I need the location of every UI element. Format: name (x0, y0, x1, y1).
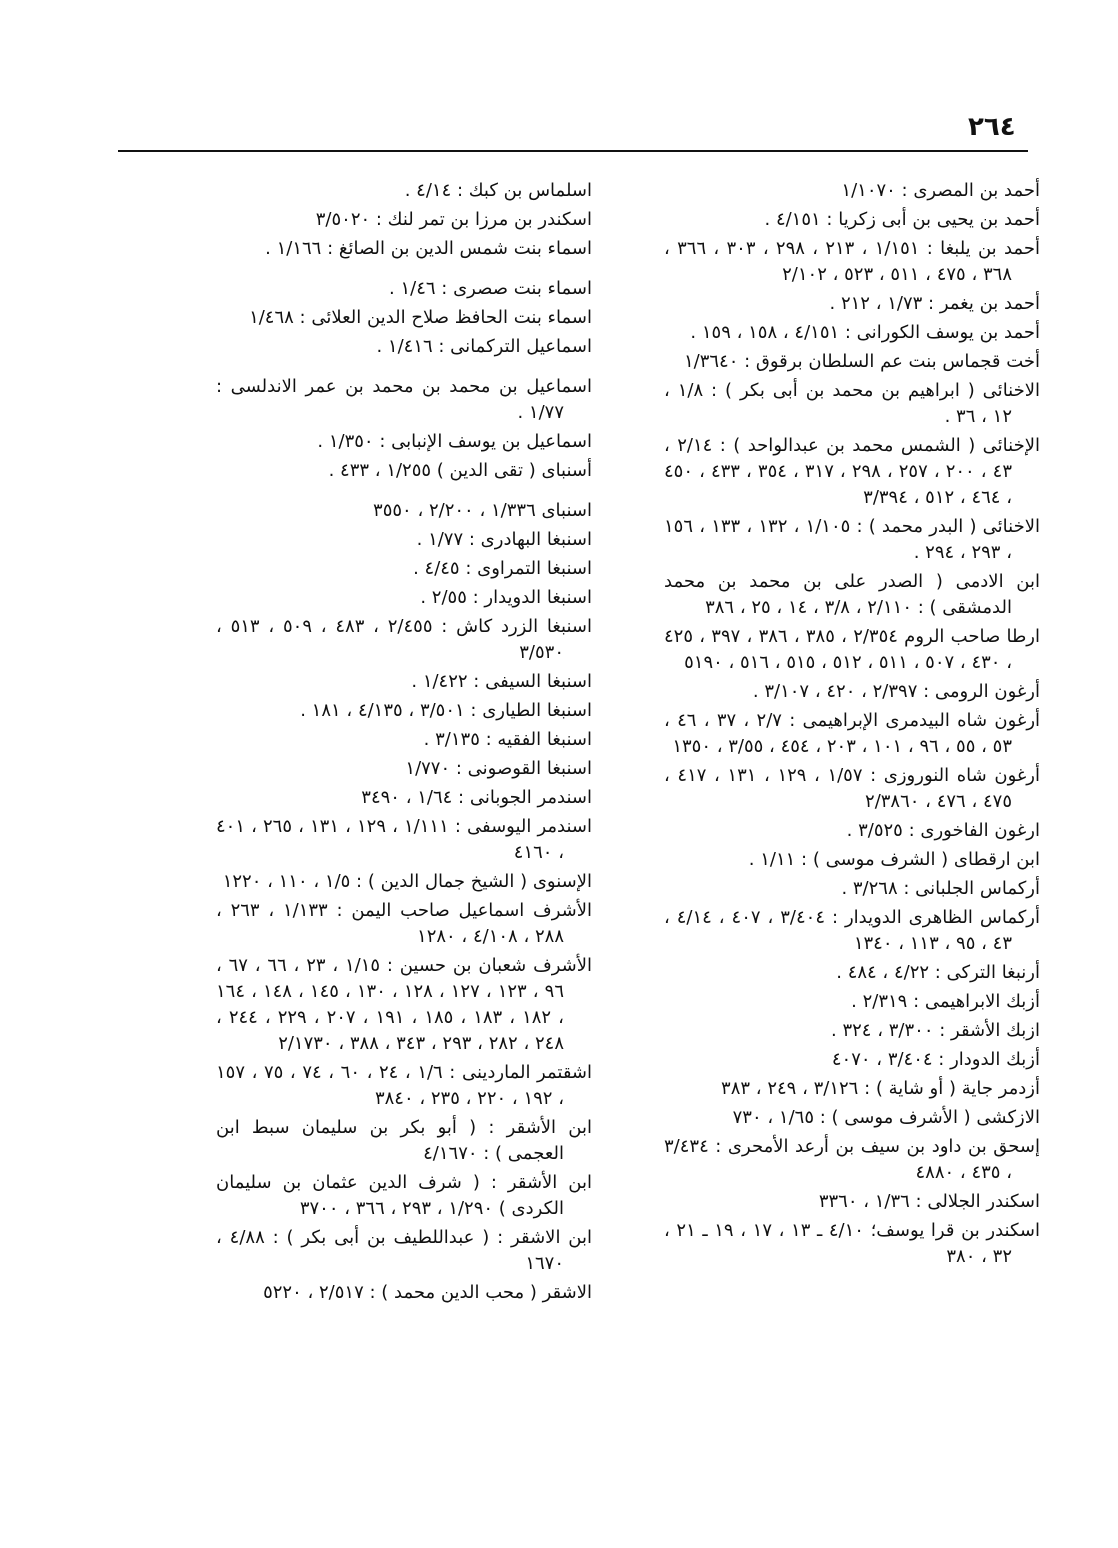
index-entry: أزبك الدودار : ٣/٤٠٤ ، ٤٠٧٠ (831, 1049, 1040, 1070)
index-entry: الازكشى ( الأشرف موسى ) : ١/٦٥ ، ٧٣٠ (732, 1107, 1040, 1128)
index-entry: اسندمر الجوبانى : ١/٦٤ ، ٣٤٩٠ (361, 787, 592, 808)
header-rule (118, 150, 1028, 152)
index-entry: أحمد بن يحيى بن أبى زكريا : ٤/١٥١ . (764, 209, 1040, 230)
index-entry: اسكندر بن مرزا بن تمر لنك : ٣/٥٠٢٠ (315, 209, 592, 230)
index-entry: الأشرف شعبان بن حسين : ١/١٥ ، ٢٣ ، ٦٦ ، ٦٧ ، ٩٦ ، ١٢٣ ، ١٢٧ ، ١٢٨ ، ١٣٠ ، ١٤٥ ، ١٤٨ ، ١٦٤ ، ١٨٢ ، ١٨٣ ، ١٨٥ ، ١٩١ ، ٢٠٧ ، ٢٢٩ ، ٢٤٤ ، ٢٤٨ ، ٢٨٢ ، ٢٩٣ ، ٣٤٣ ، ٣٨٨ ، ٢/١٧٣٠ (216, 955, 593, 1054)
index-entry: اسماء بنت شمس الدين بن الصائغ : ١/١٦٦ . (265, 238, 592, 259)
index-entry: ارغون الفاخورى : ٣/٥٢٥ . (846, 820, 1040, 841)
index-entry: أحمد بن يلبغا : ١/١٥١ ، ٢١٣ ، ٢٩٨ ، ٣٠٣ ، ٣٦٦ ، ٣٦٨ ، ٤٧٥ ، ٥١١ ، ٥٢٣ ، ٢/١٠٢ (664, 238, 1040, 285)
index-entry: ابن الأشقر : ( أبو بكر بن سليمان سبط ابن العجمى ) : ٤/١٦٧٠ (216, 1117, 592, 1164)
index-entry: اسماء بنت صصرى : ١/٤٦ . (389, 278, 592, 299)
index-entry: ارطا صاحب الروم ٢/٣٥٤ ، ٣٨٥ ، ٣٨٦ ، ٣٩٧ ، ٤٢٥ ، ٤٣٠ ، ٥٠٧ ، ٥١١ ، ٥١٢ ، ٥١٥ ، ٥١٦ ، ٥١٩٠ (664, 626, 1040, 673)
index-entry: اسماعيل التركمانى : ١/٤١٦ . (376, 336, 592, 357)
index-entry: الاشقر ( محب الدين محمد ) : ٢/٥١٧ ، ٥٢٢٠ (263, 1282, 592, 1303)
index-column-right (636, 178, 1041, 1273)
index-entry: اسماء بنت الحافظ صلاح الدين العلائى : ١/٤٦٨ (249, 307, 592, 328)
index-entry: اسنبغا التمراوى : ٤/٤٥ . (413, 558, 592, 579)
index-entry: اسنبغا الزرد كاش : ٢/٤٥٥ ، ٤٨٣ ، ٥٠٩ ، ٥١٣ ، ٣/٥٣٠ (216, 616, 592, 663)
index-entry: أرغون الرومى : ٢/٣٩٧ ، ٤٢٠ ، ٣/١٠٧ . (752, 681, 1040, 702)
index-entry: إسحق بن داود بن سيف بن أرعد الأمحرى : ٣/٤٣٤ ، ٤٣٥ ، ٤٨٨٠ (664, 1136, 1040, 1183)
index-entry: أحمد بن يوسف الكورانى : ٤/١٥١ ، ١٥٨ ، ١٥٩ . (690, 322, 1040, 343)
index-entry: أرغون شاه النوروزى : ١/٥٧ ، ١٢٩ ، ١٣١ ، ٤١٧ ، ٤٧٥ ، ٤٧٦ ، ٢/٣٨٦٠ (664, 765, 1040, 812)
index-entry: أزدمر جاية ( أو شاية ) : ٣/١٢٦ ، ٢٤٩ ، ٣٨٣ (721, 1078, 1040, 1099)
index-entry: ابن الأشقر : ( شرف الدين عثمان بن سليمان الكردى ) ١/٢٩٠ ، ٢٩٣ ، ٣٦٦ ، ٣٧٠٠ (216, 1172, 592, 1219)
index-entry: ازبك الأشقر : ٣/٣٠٠ ، ٣٢٤ . (831, 1020, 1040, 1041)
index-entry: اسلماس بن كبك : ٤/١٤ . (404, 180, 592, 201)
index-entry: أرغون شاه البيدمرى الإبراهيمى : ٢/٧ ، ٣٧ ، ٤٦ ، ٥٣ ، ٥٥ ، ٩٦ ، ١٠١ ، ٢٠٣ ، ٤٥٤ ، ٣/٥٥ ، ١٣٥٠ (664, 710, 1041, 757)
index-entry: اسكندر بن قرا يوسف؛ ٤/١٠ ـ ١٣ ، ١٧ ، ١٩ ـ ٢١ ، ٣٢ ، ٣٨٠ (664, 1220, 1041, 1267)
index-entry: اسماعيل بن يوسف الإنبابى : ١/٣٥٠ . (317, 431, 592, 452)
index-entry: أسنباى ( تقى الدين ) ١/٢٥٥ ، ٤٣٣ . (328, 460, 592, 481)
page-number: ٢٦٤ (968, 112, 1016, 142)
index-entry: اسنبغا الفقيه : ٣/١٣٥ . (423, 729, 592, 750)
index-column-left (188, 178, 593, 1309)
index-entry: اشقتمر الماردينى : ١/٦ ، ٢٤ ، ٦٠ ، ٧٤ ، ٧٥ ، ١٥٧ ، ١٩٢ ، ٢٢٠ ، ٢٣٥ ، ٣٨٤٠ (216, 1062, 593, 1109)
index-entry: ابن ارقطاى ( الشرف موسى ) : ١/١١ . (748, 849, 1040, 870)
index-entry: أخت قجماس بنت عم السلطان برقوق : ١/٣٦٤٠ (683, 351, 1040, 372)
index-entry: اسنبغا الطيارى : ٣/٥٠١ ، ٤/١٣٥ ، ١٨١ . (300, 700, 592, 721)
index-entry: اسماعيل بن محمد بن محمد بن عمر الاندلسى : ١/٧٧ . (216, 376, 592, 423)
index-entry: اسكندر الجلالى : ١/٣٦ ، ٣٣٦٠ (818, 1191, 1040, 1212)
index-entry: أركماس الظاهرى الدويدار : ٣/٤٠٤ ، ٤٠٧ ، ٤/١٤ ، ٤٣ ، ٩٥ ، ١١٣ ، ١٣٤٠ (664, 907, 1041, 954)
index-entry: الإخنائى ( الشمس محمد بن عبدالواحد ) : ٢/١٤ ، ٤٣ ، ٢٠٠ ، ٢٥٧ ، ٢٩٨ ، ٣١٧ ، ٣٥٤ ، ٤٣٣ ، ٤٥٠ ، ٤٦٤ ، ٥١٢ ، ٣/٣٩٤ (664, 435, 1040, 508)
index-entry: الإسنوى ( الشيخ جمال الدين ) : ١/٥ ، ١١٠ ، ١٢٢٠ (222, 871, 592, 892)
index-entry: اسنبغا السيفى : ١/٤٢٢ . (411, 671, 592, 692)
index-entry: أرنبغا التركى : ٤/٢٢ ، ٤٨٤ . (836, 962, 1040, 983)
index-entry: الاخنائى ( ابراهيم بن محمد بن أبى بكر ) : ١/٨ ، ١٢ ، ٣٦ . (664, 380, 1041, 427)
index-entry: اسندمر اليوسفى : ١/١١١ ، ١٢٩ ، ١٣١ ، ٢٦٥ ، ٤٠١ ، ٤١٦٠ (216, 816, 592, 863)
index-entry: أركماس الجلبانى : ٣/٢٦٨ . (841, 878, 1040, 899)
index-entry: أحمد بن المصرى : ١/١٠٧٠ (841, 180, 1040, 201)
index-entry: اسنباى ١/٣٣٦ ، ٢/٢٠٠ ، ٣٥٥٠ (373, 500, 592, 521)
index-entry: الأشرف اسماعيل صاحب اليمن : ١/١٣٣ ، ٢٦٣ ، ٢٨٨ ، ٤/١٠٨ ، ١٢٨٠ (216, 900, 592, 947)
index-entry: أزبك الابراهيمى : ٢/٣١٩ . (851, 991, 1040, 1012)
index-entry: الاخنائى ( البدر محمد ) : ١/١٠٥ ، ١٣٢ ، ١٣٣ ، ١٥٦ ، ٢٩٣ ، ٢٩٤ . (664, 516, 1040, 563)
index-entry: اسنبغا القوصونى : ١/٧٧٠ (405, 758, 592, 779)
index-entry: اسنبغا الدويدار : ٢/٥٥ . (420, 587, 592, 608)
index-entry: اسنبغا البهادرى : ١/٧٧ . (416, 529, 592, 550)
index-entry: ابن الادمى ( الصدر على بن محمد بن محمد الدمشقى ) : ٢/١١٠ ، ٣/٨ ، ١٤ ، ٢٥ ، ٣٨٦ (664, 571, 1040, 618)
index-entry: أحمد بن يغمر : ١/٧٣ ، ٢١٢ . (829, 293, 1040, 314)
index-entry: ابن الاشقر : ( عبداللطيف بن أبى بكر ) : ٤/٨٨ ، ١٦٧٠ (216, 1227, 593, 1274)
